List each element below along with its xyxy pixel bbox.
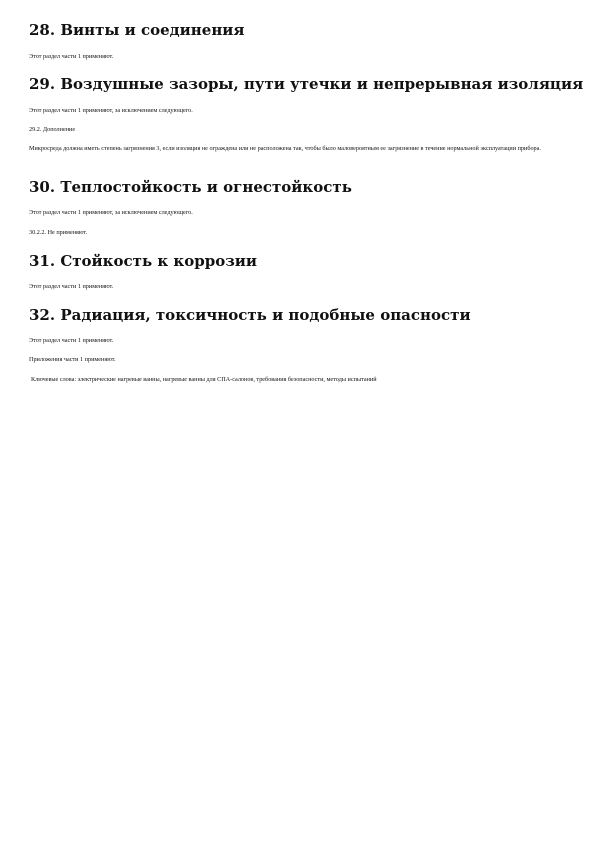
keywords-text: Ключевые слова: электрические нагревые ванны, нагревые ванны для СПА-салонов, требования безопасности, методы испытаний (31, 376, 377, 383)
section-heading-29: 29. Воздушные зазоры, пути утечки и непрерывная изоляция (29, 75, 584, 93)
section-heading-30: 30. Теплостойкость и огнестойкость (29, 178, 352, 196)
section-29-text: Этот раздел части 1 применяют, за исключением следующего. (29, 107, 193, 114)
section-30-text: Этот раздел части 1 применяют, за исключением следующего. (29, 209, 193, 216)
section-31-text: Этот раздел части 1 применяют. (29, 283, 114, 290)
section-28-text: Этот раздел части 1 применяют. (29, 53, 114, 60)
clause-29-2-title: 29.2. Дополнение (29, 126, 76, 133)
clause-30-2-2-text: 30.2.2. Не применяют. (29, 229, 88, 236)
clause-29-2-text: Микросреда должна иметь степень загрязнения 3, если изоляция не ограждена или не расположена так, чтобы было маловероятным ее загрязнение в течение нормальной эксплуатации прибора. (29, 145, 541, 152)
section-heading-31: 31. Стойкость к коррозии (29, 252, 258, 270)
annexes-text: Приложения части 1 применяют. (29, 356, 116, 363)
section-32-text: Этот раздел части 1 применяют. (29, 337, 114, 344)
section-heading-28: 28. Винты и соединения (29, 21, 245, 39)
section-heading-32: 32. Радиация, токсичность и подобные опасности (29, 306, 471, 324)
